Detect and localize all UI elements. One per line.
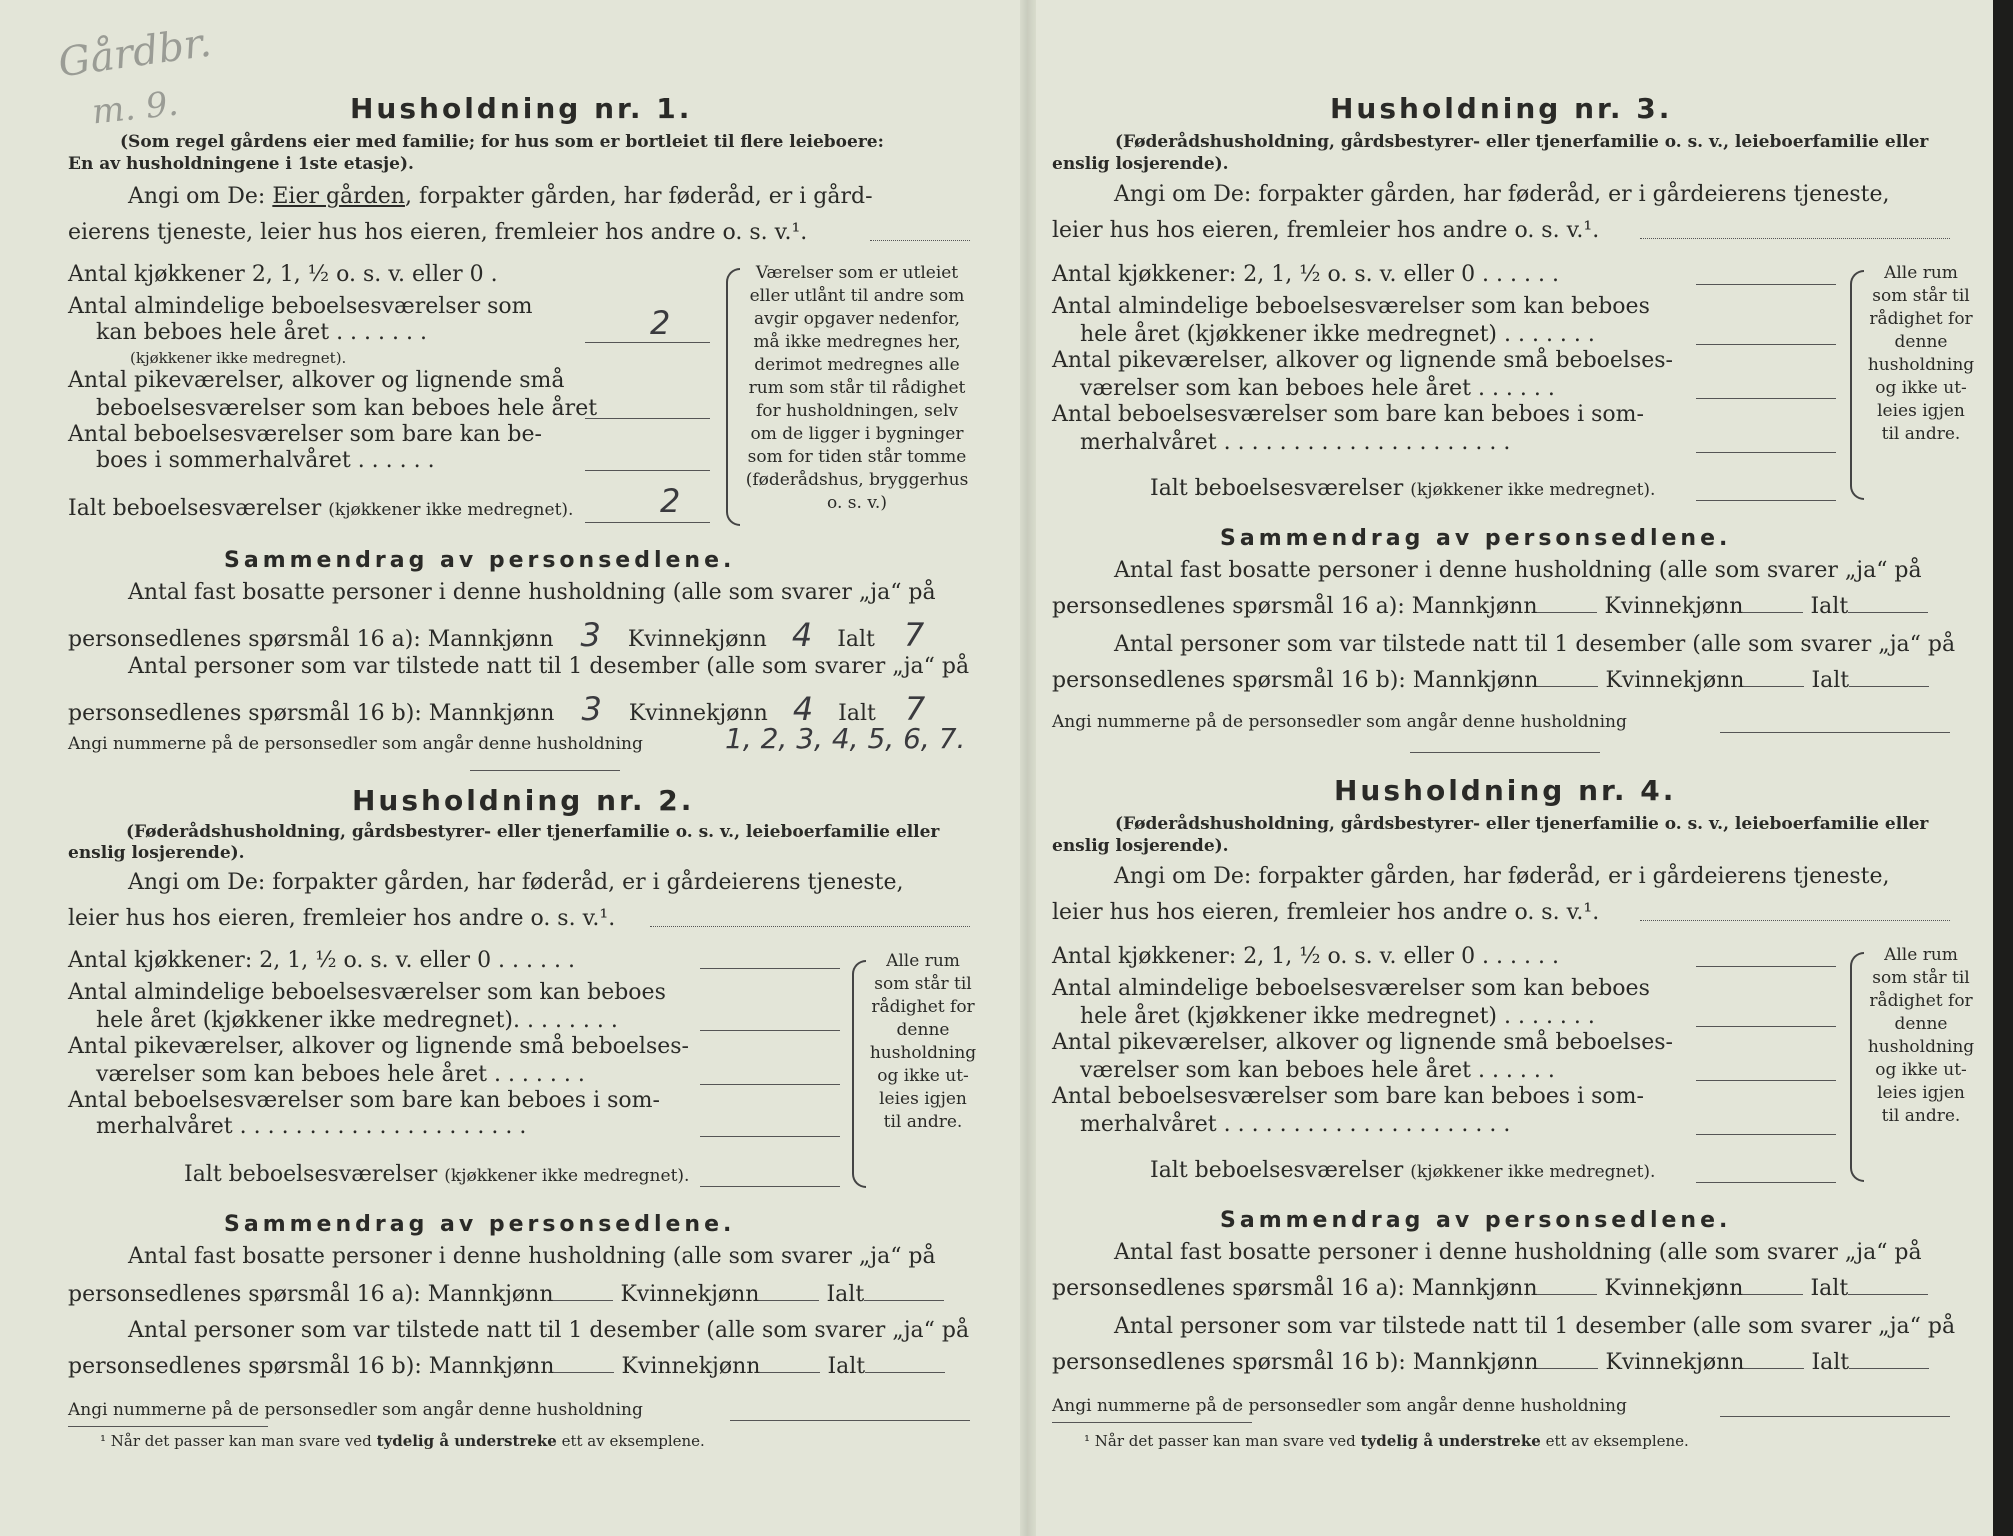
h3-pike-label-2: værelser som kan beboes hele året . . . . . . xyxy=(1080,376,1555,401)
scan-edge xyxy=(1993,0,2013,1536)
eier-garden-underlined: Eier gården xyxy=(272,184,405,209)
household-1-note-2: En av husholdningene i 1ste etasje). xyxy=(68,154,414,174)
h1-ialt-line xyxy=(585,522,710,523)
h3-pike-label-1: Antal pikeværelser, alkover og lignende små beboelses- xyxy=(1052,348,1673,373)
household-2-note-2: enslig losjerende). xyxy=(68,843,245,863)
h1-alm-label-2: kan beboes hele året . . . . . . . xyxy=(96,320,427,345)
h1-separator xyxy=(470,770,620,771)
h1-pike-label-2: beboelsesværelser som kan beboes hele året xyxy=(96,396,598,421)
h1-sommer-label-2: boes i sommerhalvåret . . . . . . xyxy=(96,448,435,473)
left-footnote xyxy=(100,1432,705,1450)
h1-tilst-line-1: Antal personer som var tilstede natt til 1 desember (alle som svarer „ja“ på xyxy=(128,654,970,679)
h3-alm-label-1: Antal almindelige beboelsesværelser som kan beboes xyxy=(1052,294,1650,319)
h4-fast-label: personsedlenes spørsmål 16 a): Mannkjønn xyxy=(1052,1276,1538,1301)
h3-kjokkener-line xyxy=(1696,284,1836,285)
h3-alm-label-2: hele året (kjøkkener ikke medregnet) . . . . . . . xyxy=(1080,322,1595,347)
h2-summary-title: Sammendrag av personsedlene. xyxy=(224,1212,736,1237)
h1-sommer-label-1: Antal beboelsesværelser som bare kan be- xyxy=(68,422,542,447)
h3-fast-label: personsedlenes spørsmål 16 a): Mannkjønn xyxy=(1052,594,1538,619)
h2-nummer-line xyxy=(730,1420,970,1421)
h3-fast-kvinne-label: Kvinnekjønn xyxy=(1604,594,1744,619)
angi-rest: , forpakter gården, har føderåd, er i gård- xyxy=(404,184,873,209)
right-footnote-rule xyxy=(1052,1422,1252,1423)
h2-tilst-label: personsedlenes spørsmål 16 b): Mannkjønn xyxy=(68,1354,555,1379)
household-1-note-1: (Som regel gårdens eier med familie; for hus som er bortleiet til flere leieboere: xyxy=(120,132,884,152)
h1-ialt-value: 2 xyxy=(660,482,681,520)
angi-prefix: Angi om De: xyxy=(128,184,266,209)
right-page xyxy=(1040,0,1990,1536)
h4-sommer-label-2: merhalvåret . . . . . . . . . . . . . . . . . . . . . xyxy=(1080,1112,1511,1137)
h3-ialt-line xyxy=(1696,500,1836,501)
h1-fast-ialt-label: Ialt xyxy=(837,627,875,652)
h1-nummer-value: 1, 2, 3, 4, 5, 6, 7. xyxy=(725,722,966,755)
household-4-note-2: enslig losjerende). xyxy=(1052,836,1229,856)
h2-alm-label-2: hele året (kjøkkener ikke medregnet). . . . . . . . xyxy=(96,1008,618,1033)
h2-pike-line xyxy=(700,1084,840,1085)
h4-tilst-label: personsedlenes spørsmål 16 b): Mannkjønn xyxy=(1052,1350,1539,1375)
h4-brace xyxy=(1850,952,1864,1182)
h2-fast-line-2 xyxy=(68,1282,944,1307)
h2-ialt-line xyxy=(700,1186,840,1187)
footnote-text-c: ett av eksemplene. xyxy=(561,1432,705,1450)
footnote-mark: ¹ xyxy=(1084,1432,1091,1450)
h4-ialt-note: (kjøkkener ikke medregnet). xyxy=(1410,1162,1656,1182)
h4-kjokkener-label: Antal kjøkkener: 2, 1, ½ o. s. v. eller 0 . . . . . . xyxy=(1052,944,1559,969)
h3-ialt-row xyxy=(1150,476,1655,501)
h4-kjokkener-line xyxy=(1696,966,1836,967)
h2-kjokkener-label: Antal kjøkkener: 2, 1, ½ o. s. v. eller 0 . . . . . . xyxy=(68,948,575,973)
h1-alm-line xyxy=(585,342,710,343)
h1-summary-title: Sammendrag av personsedlene. xyxy=(224,548,736,573)
h4-fast-ialt-label: Ialt xyxy=(1810,1276,1849,1301)
h1-fast-label: personsedlenes spørsmål 16 a): Mannkjønn xyxy=(68,627,554,652)
h1-nummer-label: Angi nummerne på de personsedler som angår denne husholdning xyxy=(68,734,643,754)
h4-angi-blank xyxy=(1640,920,1950,921)
h4-pike-label-2: værelser som kan beboes hele året . . . . . . xyxy=(1080,1058,1555,1083)
h2-fast-kvinne-label: Kvinnekjønn xyxy=(620,1282,760,1307)
h2-tilst-kvinne-label: Kvinnekjønn xyxy=(621,1354,761,1379)
h4-fast-line-2 xyxy=(1052,1276,1928,1301)
h1-kjokkener-label: Antal kjøkkener 2, 1, ½ o. s. v. eller 0 . xyxy=(68,262,498,287)
h4-sommer-line xyxy=(1696,1134,1836,1135)
household-1-title: Husholdning nr. 1. xyxy=(350,92,693,125)
h2-nummer-label: Angi nummerne på de personsedler som angår denne husholdning xyxy=(68,1400,643,1420)
h2-alm-label-1: Antal almindelige beboelsesværelser som kan beboes xyxy=(68,980,666,1005)
h4-alm-label-2: hele året (kjøkkener ikke medregnet) . . . . . . . xyxy=(1080,1004,1595,1029)
h1-fast-ialt-value: 7 xyxy=(903,616,925,654)
h2-tilst-line-2 xyxy=(68,1354,945,1379)
household-3-note-2: enslig losjerende). xyxy=(1052,154,1229,174)
h2-tilst-ialt-label: Ialt xyxy=(827,1354,866,1379)
h4-alm-label-1: Antal almindelige beboelsesværelser som kan beboes xyxy=(1052,976,1650,1001)
h4-ialt-label: Ialt beboelsesværelser xyxy=(1150,1158,1404,1183)
household-1-angi-line-2: eierens tjeneste, leier hus hos eieren, fremleier hos andre o. s. v.¹. xyxy=(68,220,808,245)
footnote-mark: ¹ xyxy=(100,1432,107,1450)
h1-tilst-label: personsedlenes spørsmål 16 b): Mannkjønn xyxy=(68,701,555,726)
h3-angi-blank xyxy=(1640,238,1950,239)
footnote-text-b: tydelig å understreke xyxy=(1360,1432,1541,1450)
footnote-text-b: tydelig å understreke xyxy=(376,1432,557,1450)
household-3-title: Husholdning nr. 3. xyxy=(1330,92,1673,125)
household-2-note-1: (Føderådshusholdning, gårdsbestyrer- eller tjenerfamilie o. s. v., leieboerfamilie eller xyxy=(126,822,940,842)
h4-side-note: Alle rum som står til rådighet for denne husholdning og ikke utleies igjen til andre. xyxy=(1867,945,1975,1126)
h4-fast-kvinne-label: Kvinnekjønn xyxy=(1604,1276,1744,1301)
h1-pike-label-1: Antal pikeværelser, alkover og lignende små xyxy=(68,368,565,393)
h1-ialt-note: (kjøkkener ikke medregnet). xyxy=(328,500,574,520)
h3-fast-ialt-label: Ialt xyxy=(1810,594,1849,619)
pencil-annotation-1: Gårdbr. xyxy=(55,19,215,87)
h3-tilst-line-1: Antal personer som var tilstede natt til 1 desember (alle som svarer „ja“ på xyxy=(1114,632,1956,657)
household-3-angi-line-1: Angi om De: forpakter gården, har føderåd, er i gårdeierens tjeneste, xyxy=(1114,182,1890,207)
h1-side-note: Værelser som er utleiet eller utlånt til andre som avgir opgaver nedenfor, må ikke medregnes her, derimot medregnes alle rum som står til rådighet for husholdningen, selv om de ligger i bygninger som for tiden står tomme (føderådshus, bryggerhus o. s. v.) xyxy=(745,263,969,513)
h4-ialt-line xyxy=(1696,1182,1836,1183)
h1-sommer-line xyxy=(585,470,710,471)
h4-pike-label-1: Antal pikeværelser, alkover og lignende små beboelses- xyxy=(1052,1030,1673,1055)
h2-brace xyxy=(852,960,866,1188)
h2-fast-ialt-label: Ialt xyxy=(826,1282,865,1307)
household-1-angi-line-1 xyxy=(128,184,873,209)
household-2-angi-line-1: Angi om De: forpakter gården, har føderåd, er i gårdeierens tjeneste, xyxy=(128,870,904,895)
h3-separator xyxy=(1410,752,1600,753)
household-4-angi-line-2: leier hus hos eieren, fremleier hos andre o. s. v.¹. xyxy=(1052,900,1600,925)
h3-kjokkener-label: Antal kjøkkener: 2, 1, ½ o. s. v. eller 0 . . . . . . xyxy=(1052,262,1559,287)
h2-ialt-label: Ialt beboelsesværelser xyxy=(184,1162,438,1187)
h2-kjokkener-line xyxy=(700,968,840,969)
left-footnote-rule xyxy=(68,1426,268,1427)
h2-sommer-label-2: merhalvåret . . . . . . . . . . . . . . . . . . . . . xyxy=(96,1114,527,1139)
h2-angi-blank xyxy=(650,926,970,927)
household-2-title: Husholdning nr. 2. xyxy=(352,784,695,817)
h1-tilst-kvinne-label: Kvinnekjønn xyxy=(628,701,768,726)
h3-sommer-label-2: merhalvåret . . . . . . . . . . . . . . . . . . . . . xyxy=(1080,430,1511,455)
h1-tilst-mann-value: 3 xyxy=(581,690,602,728)
h1-fast-kvinne-label: Kvinnekjønn xyxy=(627,627,767,652)
h4-nummer-label: Angi nummerne på de personsedler som angår denne husholdning xyxy=(1052,1396,1627,1416)
h1-fast-kvinne-value: 4 xyxy=(791,616,813,654)
h2-side-note: Alle rum som står til rådighet for denne husholdning og ikke utleies igjen til andre. xyxy=(869,951,977,1132)
h4-tilst-ialt-label: Ialt xyxy=(1811,1350,1850,1375)
h2-sommer-line xyxy=(700,1136,840,1137)
h2-tilst-line-1: Antal personer som var tilstede natt til 1 desember (alle som svarer „ja“ på xyxy=(128,1318,970,1343)
h1-tilst-kvinne-value: 4 xyxy=(792,690,814,728)
h4-ialt-row xyxy=(1150,1158,1655,1183)
h2-alm-line xyxy=(700,1030,840,1031)
h2-sommer-label-1: Antal beboelsesværelser som bare kan beboes i som- xyxy=(68,1088,660,1113)
household-3-note-1: (Føderådshusholdning, gårdsbestyrer- eller tjenerfamilie o. s. v., leieboerfamilie eller xyxy=(1115,132,1929,152)
h1-tilst-ialt-value: 7 xyxy=(904,690,926,728)
h3-sommer-line xyxy=(1696,452,1836,453)
footnote-text-a: Når det passer kan man svare ved xyxy=(110,1432,372,1450)
h3-sommer-label-1: Antal beboelsesværelser som bare kan beboes i som- xyxy=(1052,402,1644,427)
h3-tilst-line-2 xyxy=(1052,668,1929,693)
h3-tilst-ialt-label: Ialt xyxy=(1811,668,1850,693)
h3-nummer-label: Angi nummerne på de personsedler som angår denne husholdning xyxy=(1052,712,1627,732)
h4-tilst-kvinne-label: Kvinnekjønn xyxy=(1605,1350,1745,1375)
h3-side-note: Alle rum som står til rådighet for denne husholdning og ikke utleies igjen til andre. xyxy=(1867,263,1975,444)
fold-crease xyxy=(1020,0,1036,1536)
right-footnote xyxy=(1084,1432,1689,1450)
h1-fast-line-1: Antal fast bosatte personer i denne husholdning (alle som svarer „ja“ på xyxy=(128,580,936,605)
household-4-note-1: (Føderådshusholdning, gårdsbestyrer- eller tjenerfamilie o. s. v., leieboerfamilie eller xyxy=(1115,814,1929,834)
h3-alm-line xyxy=(1696,344,1836,345)
h1-brace xyxy=(726,268,740,526)
h1-ialt-label: Ialt beboelsesværelser xyxy=(68,496,322,521)
h1-alm-note: (kjøkkener ikke medregnet). xyxy=(130,349,347,367)
h3-fast-line-1: Antal fast bosatte personer i denne husholdning (alle som svarer „ja“ på xyxy=(1114,558,1922,583)
household-1-angi-blank xyxy=(870,240,970,241)
h1-pike-line xyxy=(585,418,710,419)
h3-pike-line xyxy=(1696,398,1836,399)
household-4-angi-line-1: Angi om De: forpakter gården, har føderåd, er i gårdeierens tjeneste, xyxy=(1114,864,1890,889)
h3-tilst-label: personsedlenes spørsmål 16 b): Mannkjønn xyxy=(1052,668,1539,693)
h1-fast-mann-value: 3 xyxy=(580,616,601,654)
h2-pike-label-1: Antal pikeværelser, alkover og lignende små beboelses- xyxy=(68,1034,689,1059)
h4-nummer-line xyxy=(1720,1416,1950,1417)
h2-ialt-note: (kjøkkener ikke medregnet). xyxy=(444,1166,690,1186)
household-4-title: Husholdning nr. 4. xyxy=(1334,774,1677,807)
h1-fast-line-2 xyxy=(68,616,946,654)
h2-fast-label: personsedlenes spørsmål 16 a): Mannkjønn xyxy=(68,1282,554,1307)
h3-tilst-kvinne-label: Kvinnekjønn xyxy=(1605,668,1745,693)
h1-alm-label-1: Antal almindelige beboelsesværelser som xyxy=(68,294,533,319)
h4-pike-line xyxy=(1696,1080,1836,1081)
h3-ialt-label: Ialt beboelsesværelser xyxy=(1150,476,1404,501)
h4-fast-line-1: Antal fast bosatte personer i denne husholdning (alle som svarer „ja“ på xyxy=(1114,1240,1922,1265)
h3-fast-line-2 xyxy=(1052,594,1928,619)
h1-ialt-row xyxy=(68,496,573,521)
h4-summary-title: Sammendrag av personsedlene. xyxy=(1220,1208,1732,1233)
h1-tilst-ialt-label: Ialt xyxy=(838,701,876,726)
h3-summary-title: Sammendrag av personsedlene. xyxy=(1220,526,1732,551)
household-2-angi-line-2: leier hus hos eieren, fremleier hos andre o. s. v.¹. xyxy=(68,906,616,931)
h2-pike-label-2: værelser som kan beboes hele året . . . . . . . xyxy=(96,1062,585,1087)
h3-brace xyxy=(1850,270,1864,500)
h3-ialt-note: (kjøkkener ikke medregnet). xyxy=(1410,480,1656,500)
h2-ialt-row xyxy=(184,1162,689,1187)
h4-alm-line xyxy=(1696,1026,1836,1027)
h4-sommer-label-1: Antal beboelsesværelser som bare kan beboes i som- xyxy=(1052,1084,1644,1109)
h1-alm-value: 2 xyxy=(650,304,671,342)
h4-tilst-line-1: Antal personer som var tilstede natt til 1 desember (alle som svarer „ja“ på xyxy=(1114,1314,1956,1339)
footnote-text-a: Når det passer kan man svare ved xyxy=(1094,1432,1356,1450)
pencil-annotation-2: m. 9. xyxy=(90,83,181,133)
h3-nummer-line xyxy=(1720,732,1950,733)
h2-fast-line-1: Antal fast bosatte personer i denne husholdning (alle som svarer „ja“ på xyxy=(128,1244,936,1269)
h4-tilst-line-2 xyxy=(1052,1350,1929,1375)
household-3-angi-line-2: leier hus hos eieren, fremleier hos andre o. s. v.¹. xyxy=(1052,218,1600,243)
footnote-text-c: ett av eksemplene. xyxy=(1545,1432,1689,1450)
